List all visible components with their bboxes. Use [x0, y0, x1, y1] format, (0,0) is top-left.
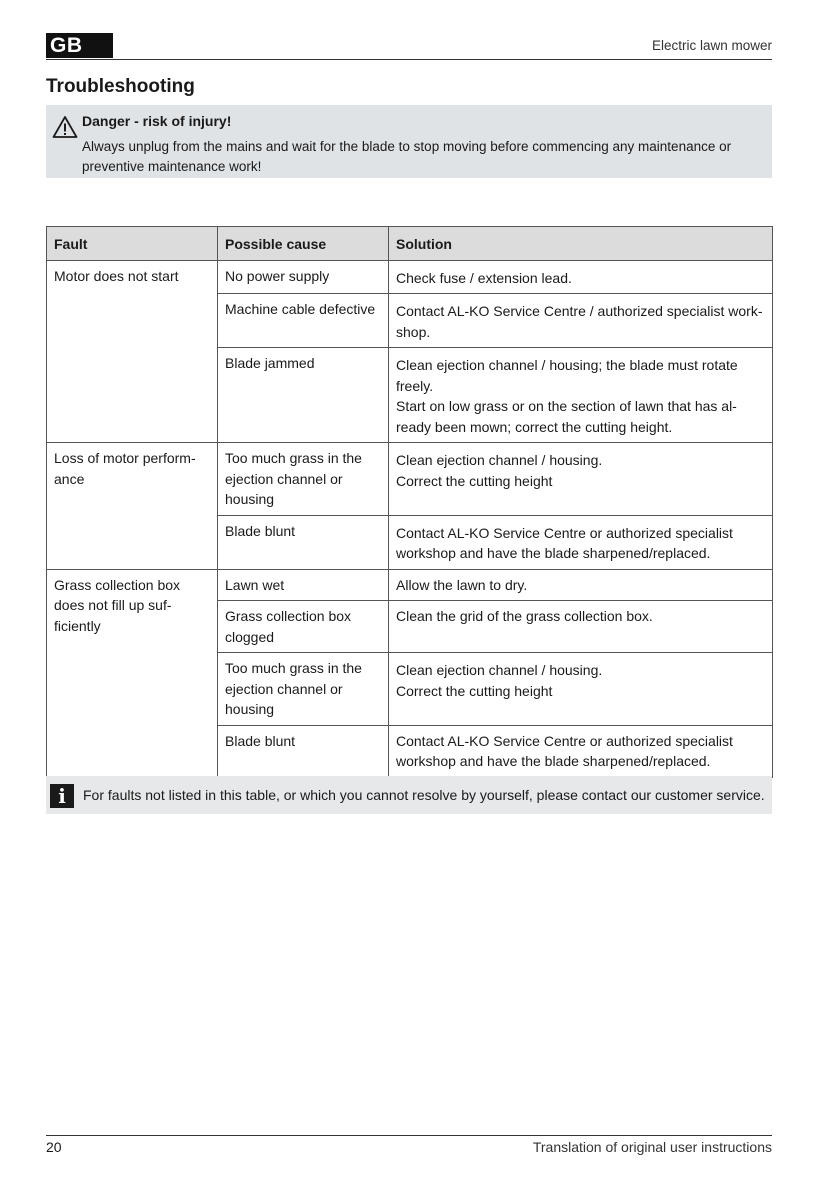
page-number: 20 — [46, 1139, 62, 1155]
solution-cell — [389, 725, 773, 777]
solution-cell — [389, 294, 773, 348]
cause-cell: Blade blunt — [218, 725, 389, 777]
cause-cell: Lawn wet — [218, 569, 389, 601]
page-header — [46, 33, 772, 60]
fault-cell: Grass collection box does not fill up suf-ficiently — [47, 569, 218, 777]
danger-notice — [46, 105, 772, 178]
solution-line: Clean ejection channel / housing. — [396, 662, 603, 678]
language-badge: GB — [46, 33, 113, 58]
solution-cell — [389, 601, 773, 653]
solution-line: Correct the cutting height — [396, 472, 553, 489]
cause-cell: Machine cable defective — [218, 294, 389, 348]
header-fault: Fault — [47, 227, 218, 261]
solution-cell — [389, 348, 773, 443]
danger-text: Always unplug from the mains and wait for the blade to stop moving before commencing any maintenance or preventive maintenance work! — [82, 139, 732, 174]
solution-line: Check fuse / extension lead. — [396, 269, 572, 286]
table-header-row — [47, 227, 773, 261]
troubleshooting-table — [46, 226, 773, 778]
warning-triangle-icon — [52, 115, 78, 139]
header-possible-cause: Possible cause — [218, 227, 389, 261]
solution-cell — [389, 515, 773, 569]
solution-line: Clean ejection channel / housing. — [396, 452, 603, 468]
solution-line: Clean ejection channel / housing; the blade must rotate freely. — [396, 357, 738, 394]
solution-cell — [389, 653, 773, 726]
table-row — [47, 260, 773, 294]
solution-line: Contact AL-KO Service Centre or authorized specialist workshop and have the blade sharpened/replaced. — [396, 732, 733, 769]
cause-cell: Grass collection box clogged — [218, 601, 389, 653]
table-row — [47, 443, 773, 516]
footer-text: Translation of original user instructions — [532, 1139, 772, 1155]
solution-cell — [389, 569, 773, 601]
cause-cell: Too much grass in the ejection channel or housing — [218, 653, 389, 726]
fault-cell: Motor does not start — [47, 260, 218, 443]
info-notice — [46, 776, 772, 814]
fault-cell: Loss of motor perform-ance — [47, 443, 218, 570]
cause-cell: Blade jammed — [218, 348, 389, 443]
header-solution: Solution — [389, 227, 773, 261]
solution-line: Correct the cutting height — [396, 682, 553, 699]
solution-line: Allow the lawn to dry. — [396, 576, 528, 593]
solution-cell — [389, 260, 773, 294]
table-row — [47, 569, 773, 601]
cause-cell: Too much grass in the ejection channel or housing — [218, 443, 389, 516]
solution-cell — [389, 443, 773, 516]
page-footer — [46, 1135, 772, 1161]
cause-cell: No power supply — [218, 260, 389, 294]
solution-line: Contact AL-KO Service Centre or authorized specialist workshop and have the blade sharpened/replaced. — [396, 524, 733, 561]
solution-line: Contact AL-KO Service Centre / authorized specialist work-shop. — [396, 303, 763, 340]
cause-cell: Blade blunt — [218, 515, 389, 569]
solution-line: Start on low grass or on the section of lawn that has al-ready been mown; correct the cutting height. — [396, 398, 737, 435]
info-icon: i — [50, 784, 74, 808]
info-text: For faults not listed in this table, or which you cannot resolve by yourself, please contact our customer service. — [83, 787, 765, 803]
section-title: Troubleshooting — [46, 76, 195, 97]
document-title: Electric lawn mower — [651, 38, 772, 53]
solution-line: Clean the grid of the grass collection box. — [396, 608, 653, 624]
danger-title: Danger - risk of injury! — [82, 113, 232, 129]
